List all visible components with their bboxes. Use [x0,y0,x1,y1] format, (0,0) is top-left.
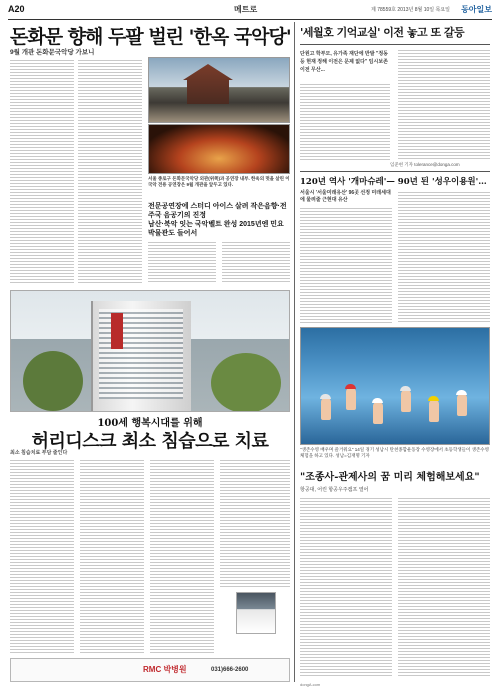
section-rule [300,171,490,172]
right-bottom-body-2 [398,496,490,678]
child-figure [401,390,411,412]
feature-body-column-2 [80,458,144,654]
child-figure [321,398,331,420]
child-figure [346,388,356,410]
right-mid-body-1 [300,206,392,324]
right-top-body-1 [300,82,390,162]
lead-photo-stage [148,124,290,174]
child-figure [457,394,467,416]
right-bottom-body-1 [300,496,392,678]
lead-sidebar-headline-2: 남산·북악 잇는 국악벨트 완성 2015년엔 민요박물관도 들어서 [148,221,284,237]
swim-cap [320,394,331,399]
lead-sidebar-body-2 [222,240,290,284]
ad-brand: RMC 박병원 [143,665,187,674]
feature-subhead: 최소 침습치료 부담 줄인다 [10,450,68,456]
right-mid-headline: 120년 역사 '개마슈레'— 90년 된 '성우이용원'… [300,177,487,187]
feature-body-column-4 [220,458,290,588]
swim-cap [372,398,383,403]
lead-body-column-1 [10,58,74,284]
lead-body-column-2 [78,58,142,284]
hospital-photo [10,290,290,412]
lead-headline: 돈화문 향해 두팔 벌린 '한옥 국악당' [10,26,291,48]
swim-cap [400,386,411,391]
dateline: 제 78559호 2013년 8월 10일 목요일 [371,7,450,13]
right-top-subhead: 단원고 학부모, 유가족 재단에 반발 "정동 등 현재 정해 이전은 문제 없다" 임시보존 이전 무산... [300,51,388,73]
swimming-photo-caption: "생존수영 배우며 즐거워요" 14일 경기 성남시 탄천종합운동장 수영장에서 초등학생들이 생존수영 체험을 하고 있다. 성남=김재명 기자 [300,447,489,458]
child-figure [429,400,439,422]
lead-sidebar-headline: 전문공연장에 스터디 아이스 살려 작은음향·전주국 음공기의 진정 [148,203,287,219]
lead-subhead: 9월 개관 돈화문국악당 가보니 [10,49,95,56]
lead-photo-exterior [148,57,290,123]
feature-headline: 허리디스크 최소 침습으로 치료 [31,431,269,452]
headline-rule [300,44,490,45]
right-bottom-subhead: 항공대, 어린 항공우주캠프 열어 [300,487,369,493]
swim-cap [456,390,467,395]
swim-cap [345,384,356,389]
lead-sidebar-body-1 [148,240,216,284]
right-mid-subhead: 서울시 '서울미래유산' 96곳 선정 미래세대에 물려줄 근현대 유산 [300,190,391,203]
doctor-portrait [236,592,276,634]
feature-body-column-1 [10,458,74,654]
tree-left [23,351,83,411]
feature-kicker: 100세 행복시대를 위해 [97,418,203,429]
child-figure [373,402,383,424]
hanok-building-illustration [183,64,233,104]
right-top-headline: '세월호 기억교실' 이전 놓고 또 갈등 [300,26,465,39]
feature-body-column-3 [150,458,214,654]
masthead-logo: 동아일보 [461,5,492,14]
section-title: 메트로 [234,5,258,14]
column-divider [294,22,295,682]
tree-right [211,353,281,412]
hospital-sign [111,313,123,349]
ad-phone: 031)666-2600 [211,667,249,673]
right-top-byline: 임준현 기자 tolerance@donga.com [390,162,460,167]
swimming-photo [300,327,490,445]
lead-photo-caption: 서울 종로구 돈화문국악당 외관(위쪽)과 공연장 내부. 한옥의 멋을 살린 이 국악 전용 공연장은 9월 개관을 앞두고 있다. [148,176,290,187]
page-footer: dongA.com [300,682,321,687]
right-top-body-2 [398,48,490,160]
page-header [8,4,492,20]
right-bottom-headline: "조종사-관제사의 꿈 미리 체험해보세요" [300,472,480,483]
hospital-advertisement [10,658,290,682]
page-number: A20 [8,4,25,14]
swim-cap [428,396,439,401]
right-mid-body-2 [398,190,490,324]
